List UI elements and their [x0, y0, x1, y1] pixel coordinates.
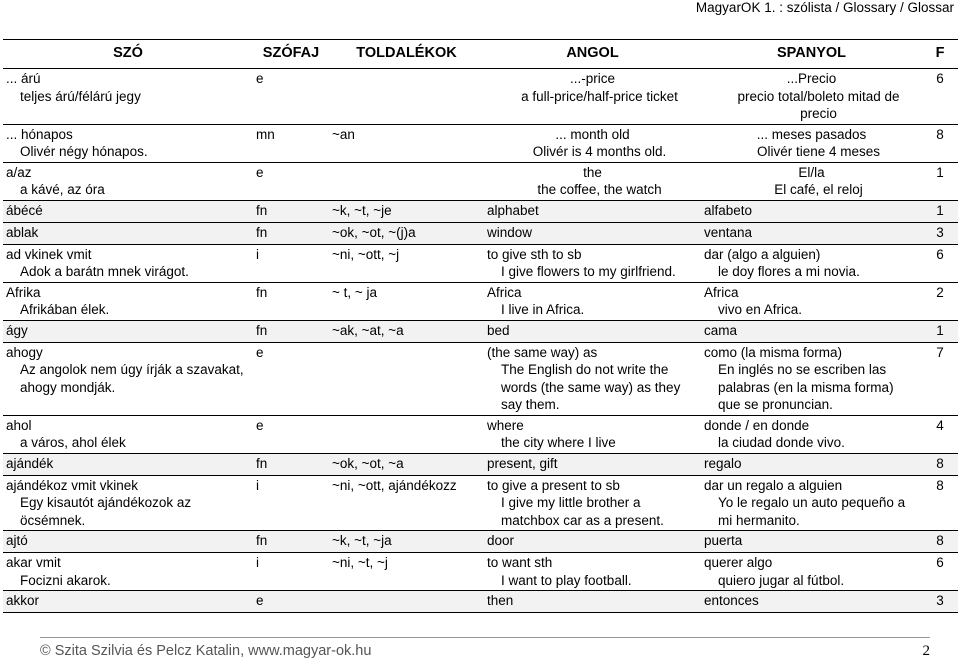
cell-spanyol [701, 475, 922, 531]
cell-f [922, 282, 958, 320]
cell-f [922, 162, 958, 200]
cell-szofaj-text: i [256, 555, 259, 570]
cell-szo-text: ajándékoz vmit vkinek [6, 477, 139, 493]
cell-angol-example: I give flowers to my girlfriend. [501, 264, 676, 279]
cell-szofaj [253, 222, 329, 244]
table-row [3, 282, 958, 320]
cell-szofaj-text: mn [256, 126, 275, 142]
cell-spanyol-example: vivo en Africa. [718, 302, 803, 317]
cell-szo-text: ablak [6, 224, 39, 240]
cell-angol [484, 124, 701, 162]
cell-szofaj-text: i [256, 477, 259, 493]
cell-szo-example: Afrikában élek. [20, 302, 110, 317]
cell-toldalek-text: ~k, ~t, ~ja [332, 533, 392, 548]
cell-toldalek [329, 282, 484, 320]
cell-f-text: 8 [936, 126, 944, 142]
cell-szo-text: akkor [6, 593, 40, 608]
cell-angol-example: I want to play football. [501, 572, 632, 588]
cell-szo-text: ágy [6, 322, 28, 338]
cell-spanyol-text: regalo [704, 455, 742, 471]
cell-angol-text: then [487, 593, 514, 608]
table-row [3, 124, 958, 162]
cell-angol-example: a full-price/half-price ticket [521, 88, 678, 104]
cell-toldalek-text: ~ni, ~ott, ~j [332, 246, 400, 262]
cell-angol [484, 200, 701, 222]
footer-rule [40, 637, 930, 638]
cell-szo [3, 124, 253, 162]
cell-spanyol [701, 320, 922, 342]
cell-f-text: 6 [936, 71, 944, 86]
cell-spanyol [701, 531, 922, 553]
cell-toldalek-text: ~ok, ~ot, ~(j)a [332, 224, 416, 240]
cell-szofaj-text: fn [256, 224, 268, 240]
cell-spanyol [701, 162, 922, 200]
cell-spanyol [701, 415, 922, 453]
cell-toldalek-text: ~ni, ~t, ~j [332, 555, 388, 570]
cell-szofaj-text: fn [256, 284, 268, 300]
cell-szo [3, 162, 253, 200]
cell-f-text: 1 [936, 322, 944, 338]
cell-spanyol-text: dar un regalo a alguien [704, 477, 843, 493]
column-header-angol: ANGOL [484, 40, 701, 69]
cell-f-text: 7 [936, 344, 944, 360]
cell-toldalek-text: ~ni, ~ott, ajándékozz [332, 477, 457, 493]
cell-angol-text: door [487, 533, 515, 548]
cell-angol-text: the [583, 164, 602, 180]
cell-toldalek [329, 453, 484, 475]
cell-spanyol-example: Olivér tiene 4 meses [756, 144, 881, 159]
glossary-body [3, 69, 958, 613]
cell-f [922, 200, 958, 222]
cell-spanyol-text: alfabeto [704, 202, 753, 218]
cell-szofaj [253, 453, 329, 475]
cell-szo [3, 475, 253, 531]
table-row [3, 200, 958, 222]
cell-spanyol-text: ventana [704, 224, 753, 240]
table-row [3, 162, 958, 200]
cell-angol-text: to give a present to sb [487, 477, 620, 493]
cell-angol-example: The English do not write the words (the same way) as they say them. [501, 362, 681, 412]
page-number: 2 [922, 643, 930, 659]
table-row [3, 591, 958, 613]
footer-copyright: © Szita Szilvia és Pelcz Katalin, www.magyar-ok.hu [40, 643, 372, 659]
cell-angol-text: ... month old [555, 126, 630, 142]
cell-szo [3, 553, 253, 591]
cell-angol [484, 453, 701, 475]
column-header-szofaj: SZÓFAJ [253, 40, 329, 69]
cell-spanyol-text: como (la misma forma) [704, 344, 843, 360]
cell-angol [484, 244, 701, 282]
cell-szo-example: Egy kisautót ajándékozok az öcsémnek. [20, 495, 192, 528]
cell-f-text: 1 [936, 164, 944, 180]
cell-f-text: 3 [936, 224, 944, 240]
cell-angol-text: window [487, 224, 533, 240]
cell-f [922, 475, 958, 531]
cell-szo [3, 342, 253, 415]
cell-toldalek [329, 415, 484, 453]
cell-f-text: 4 [936, 417, 944, 433]
cell-spanyol-example: En inglés no se escriben las palabras (en la misma forma) que se pronuncian. [718, 362, 894, 412]
cell-spanyol [701, 342, 922, 415]
cell-szofaj-text: e [256, 593, 264, 608]
cell-toldalek [329, 553, 484, 591]
cell-szofaj [253, 244, 329, 282]
cell-szo-example: Adok a barátn mnek virágot. [20, 264, 189, 279]
cell-spanyol [701, 282, 922, 320]
cell-f [922, 222, 958, 244]
cell-toldalek [329, 124, 484, 162]
cell-szofaj [253, 342, 329, 415]
cell-angol-text: alphabet [487, 202, 539, 218]
table-row [3, 342, 958, 415]
cell-szo [3, 415, 253, 453]
cell-spanyol [701, 244, 922, 282]
cell-szo [3, 69, 253, 125]
cell-spanyol-text: querer algo [704, 555, 773, 570]
glossary-table [3, 39, 958, 613]
cell-szo [3, 591, 253, 613]
cell-f-text: 1 [936, 202, 944, 218]
cell-szo [3, 282, 253, 320]
table-row [3, 553, 958, 591]
cell-szofaj-text: e [256, 417, 264, 433]
cell-szo [3, 244, 253, 282]
cell-angol [484, 222, 701, 244]
cell-spanyol-example: El café, el reloj [774, 182, 863, 197]
cell-f [922, 69, 958, 125]
column-header-spanyol: SPANYOL [701, 40, 922, 69]
cell-szo-text: akar vmit [6, 555, 61, 570]
cell-szofaj [253, 162, 329, 200]
cell-szo-text: ajándék [6, 455, 54, 471]
cell-szofaj-text: fn [256, 202, 268, 218]
cell-angol-text: to want sth [487, 555, 553, 570]
cell-szo-text: ad vkinek vmit [6, 246, 92, 262]
cell-angol-example: the coffee, the watch [537, 182, 662, 197]
cell-szo-example: a város, ahol élek [20, 435, 126, 450]
cell-angol-example: I give my little brother a matchbox car as a present. [501, 495, 664, 528]
cell-f-text: 8 [936, 533, 944, 548]
cell-spanyol-text: El/la [798, 164, 825, 180]
table-row [3, 415, 958, 453]
cell-f [922, 415, 958, 453]
table-header-row [3, 40, 958, 69]
cell-toldalek [329, 591, 484, 613]
cell-f [922, 553, 958, 591]
cell-szofaj [253, 320, 329, 342]
cell-toldalek-text: ~k, ~t, ~je [332, 202, 392, 218]
cell-spanyol [701, 222, 922, 244]
cell-angol [484, 531, 701, 553]
cell-angol-text: bed [487, 322, 510, 338]
table-row [3, 453, 958, 475]
cell-angol [484, 415, 701, 453]
cell-spanyol [701, 200, 922, 222]
cell-szofaj [253, 124, 329, 162]
cell-szo-example: Az angolok nem úgy írják a szavakat, ahogy mondják. [20, 362, 244, 395]
cell-angol [484, 591, 701, 613]
cell-szofaj-text: fn [256, 322, 268, 338]
cell-angol-text: where [487, 417, 524, 433]
table-row [3, 475, 958, 531]
cell-toldalek [329, 531, 484, 553]
column-header-f: F [922, 40, 958, 69]
table-row [3, 531, 958, 553]
cell-szo [3, 531, 253, 553]
cell-angol [484, 342, 701, 415]
cell-toldalek-text: ~ok, ~ot, ~a [332, 455, 404, 471]
cell-f [922, 244, 958, 282]
cell-szofaj-text: e [256, 164, 264, 180]
cell-szo-text: a/az [6, 164, 32, 180]
cell-toldalek [329, 244, 484, 282]
cell-szo-text: ábécé [6, 202, 43, 218]
cell-toldalek [329, 342, 484, 415]
cell-spanyol-example: quiero jugar al fútbol. [718, 572, 845, 588]
cell-szo-example: a kávé, az óra [20, 182, 105, 197]
cell-spanyol-example: la ciudad donde vivo. [718, 435, 845, 450]
cell-szofaj [253, 415, 329, 453]
cell-szo-text: ahogy [6, 344, 43, 360]
cell-szofaj-text: fn [256, 455, 268, 471]
cell-toldalek [329, 200, 484, 222]
cell-spanyol-text: ... meses pasados [756, 126, 867, 142]
cell-toldalek [329, 162, 484, 200]
cell-toldalek-text: ~ak, ~at, ~a [332, 322, 404, 338]
cell-f [922, 591, 958, 613]
cell-spanyol-text: entonces [704, 593, 759, 608]
cell-f-text: 3 [936, 593, 944, 608]
table-row [3, 69, 958, 125]
cell-angol-text: (the same way) as [487, 344, 598, 360]
cell-angol [484, 282, 701, 320]
cell-angol [484, 162, 701, 200]
cell-spanyol-example: Yo le regalo un auto pequeño a mi hermanito. [718, 495, 906, 528]
cell-szo-example: teljes árú/félárú jegy [20, 88, 141, 104]
cell-szo-text: ... árú [6, 71, 41, 86]
table-row [3, 244, 958, 282]
cell-toldalek-text: ~ t, ~ ja [332, 284, 378, 300]
cell-angol-example: Olivér is 4 months old. [532, 144, 667, 159]
cell-szo [3, 222, 253, 244]
cell-szofaj-text: i [256, 246, 259, 262]
cell-f [922, 342, 958, 415]
cell-f [922, 124, 958, 162]
cell-f [922, 453, 958, 475]
cell-spanyol [701, 591, 922, 613]
cell-spanyol-text: puerta [704, 533, 743, 548]
cell-szo-example: Focizni akarok. [20, 572, 111, 588]
cell-toldalek [329, 222, 484, 244]
cell-angol-text: Africa [487, 284, 522, 300]
cell-f-text: 8 [936, 455, 944, 471]
cell-angol [484, 475, 701, 531]
cell-szo-text: ahol [6, 417, 32, 433]
cell-szofaj [253, 282, 329, 320]
cell-spanyol [701, 69, 922, 125]
cell-toldalek-text: ~an [332, 126, 355, 142]
cell-spanyol-text: cama [704, 322, 738, 338]
cell-szo-text: ajtó [6, 533, 28, 548]
cell-spanyol [701, 453, 922, 475]
cell-szo-text: ... hónapos [6, 126, 73, 142]
cell-f [922, 320, 958, 342]
cell-spanyol [701, 124, 922, 162]
cell-szofaj-text: fn [256, 533, 268, 548]
document-header-title: MagyarOK 1. : szólista / Glossary / Glossar [695, 0, 954, 15]
cell-spanyol [701, 553, 922, 591]
cell-angol [484, 69, 701, 125]
cell-szofaj [253, 553, 329, 591]
cell-szofaj [253, 69, 329, 125]
cell-f-text: 6 [936, 555, 944, 570]
cell-f-text: 2 [936, 284, 944, 300]
cell-szo-example: Olivér négy hónapos. [20, 144, 148, 159]
cell-angol-text: ...-price [569, 71, 615, 86]
cell-spanyol-text: donde / en donde [704, 417, 810, 433]
cell-spanyol-example: le doy flores a mi novia. [718, 264, 860, 279]
cell-spanyol-text: dar (algo a alguien) [704, 246, 821, 262]
table-row [3, 222, 958, 244]
cell-szo [3, 320, 253, 342]
cell-angol [484, 320, 701, 342]
cell-angol-example: the city where I live [501, 435, 616, 450]
cell-szo-text: Afrika [6, 284, 41, 300]
cell-spanyol-text: Africa [704, 284, 739, 300]
cell-toldalek [329, 475, 484, 531]
cell-spanyol-text: ...Precio [786, 71, 837, 86]
cell-szo [3, 453, 253, 475]
cell-szofaj [253, 591, 329, 613]
cell-toldalek [329, 69, 484, 125]
cell-angol-text: present, gift [487, 455, 558, 471]
cell-f [922, 531, 958, 553]
table-row [3, 320, 958, 342]
cell-szofaj [253, 531, 329, 553]
column-header-toldalek: TOLDALÉKOK [329, 40, 484, 69]
cell-angol [484, 553, 701, 591]
cell-szofaj-text: e [256, 71, 264, 86]
cell-f-text: 8 [936, 477, 944, 493]
cell-szofaj [253, 475, 329, 531]
cell-angol-text: to give sth to sb [487, 246, 582, 262]
cell-szofaj [253, 200, 329, 222]
cell-toldalek [329, 320, 484, 342]
cell-spanyol-example: precio total/boleto mitad de precio [737, 88, 900, 121]
column-header-szo: SZÓ [3, 40, 253, 69]
cell-angol-example: I live in Africa. [501, 302, 585, 317]
cell-f-text: 6 [936, 246, 944, 262]
cell-szofaj-text: e [256, 344, 264, 360]
cell-szo [3, 200, 253, 222]
